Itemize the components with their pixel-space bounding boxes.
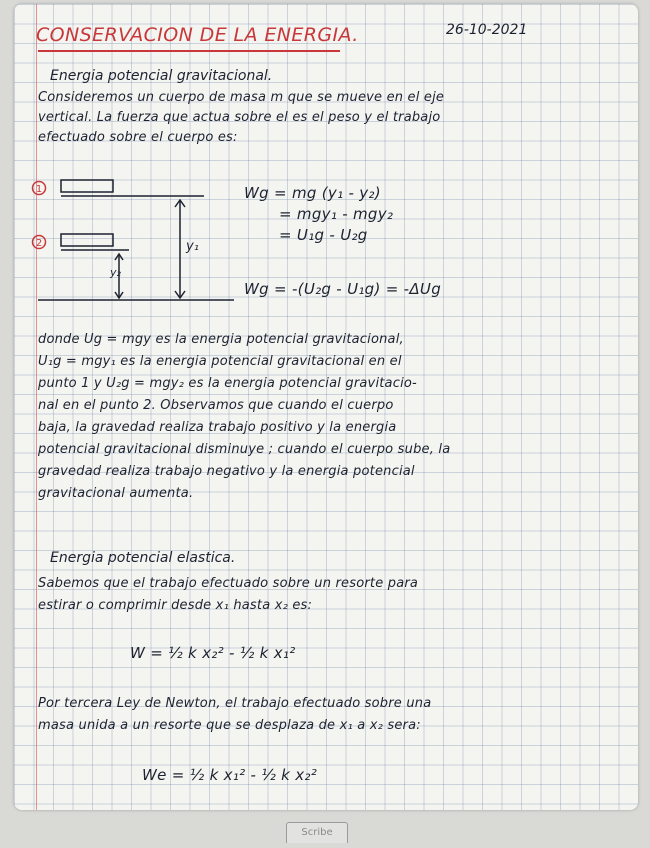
point-1-label: 1 <box>35 184 43 195</box>
elastic-text-1: Sabemos que el trabajo efectuado sobre un resorte para <box>38 576 419 591</box>
explanation-line-4: nal en el punto 2. Observamos que cuando el cuerpo <box>38 398 394 413</box>
section-heading-gravitational: Energia potencial gravitacional. <box>50 68 273 84</box>
block-1 <box>61 180 113 192</box>
block-2 <box>61 234 113 246</box>
point-2-label: 2 <box>35 238 43 249</box>
equation-1: Wg = mg (y₁ - y₂) <box>244 184 381 202</box>
equation-2: = mgy₁ - mgy₂ <box>279 205 394 223</box>
intro-line-3: efectuado sobre el cuerpo es: <box>38 130 238 145</box>
elastic-text-2: estirar o comprimir desde x₁ hasta x₂ es: <box>38 598 313 613</box>
elastic-text-3: Por tercera Ley de Newton, el trabajo efectuado sobre una <box>38 696 432 711</box>
scribe-tab[interactable]: Scribe <box>286 822 348 843</box>
intro-line-2: vertical. La fuerza que actua sobre el es el peso y el trabajo <box>38 110 441 125</box>
y1-label: y₁ <box>186 239 199 254</box>
elastic-text-4: masa unida a un resorte que se desplaza de x₁ a x₂ sera: <box>38 718 421 733</box>
notebook-page <box>14 4 638 810</box>
explanation-line-5: baja, la gravedad realiza trabajo positivo y la energia <box>38 420 397 435</box>
section-heading-elastic: Energia potencial elastica. <box>50 550 236 566</box>
equation-3: = U₁g - U₂g <box>279 226 368 244</box>
elastic-equation-1: W = ½ k x₂² - ½ k x₁² <box>130 644 296 662</box>
explanation-line-2: U₁g = mgy₁ es la energia potencial gravitacional en el <box>38 354 402 369</box>
intro-line-1: Consideremos un cuerpo de masa m que se mueve en el eje <box>38 90 445 105</box>
page-title: CONSERVACION DE LA ENERGIA. <box>36 24 359 46</box>
date: 26-10-2021 <box>446 22 528 38</box>
height-diagram <box>14 4 638 324</box>
explanation-line-1: donde Ug = mgy es la energia potencial gravitacional, <box>38 332 404 347</box>
explanation-line-6: potencial gravitacional disminuye ; cuando el cuerpo sube, la <box>38 442 451 457</box>
explanation-line-3: punto 1 y U₂g = mgy₂ es la energia potencial gravitacio- <box>38 376 417 391</box>
equation-4: Wg = -(U₂g - U₁g) = -ΔUg <box>244 280 442 298</box>
explanation-line-8: gravitacional aumenta. <box>38 486 194 501</box>
explanation-line-7: gravedad realiza trabajo negativo y la energia potencial <box>38 464 415 479</box>
elastic-equation-2: We = ½ k x₁² - ½ k x₂² <box>142 766 318 784</box>
y2-label: y₂ <box>110 266 121 279</box>
